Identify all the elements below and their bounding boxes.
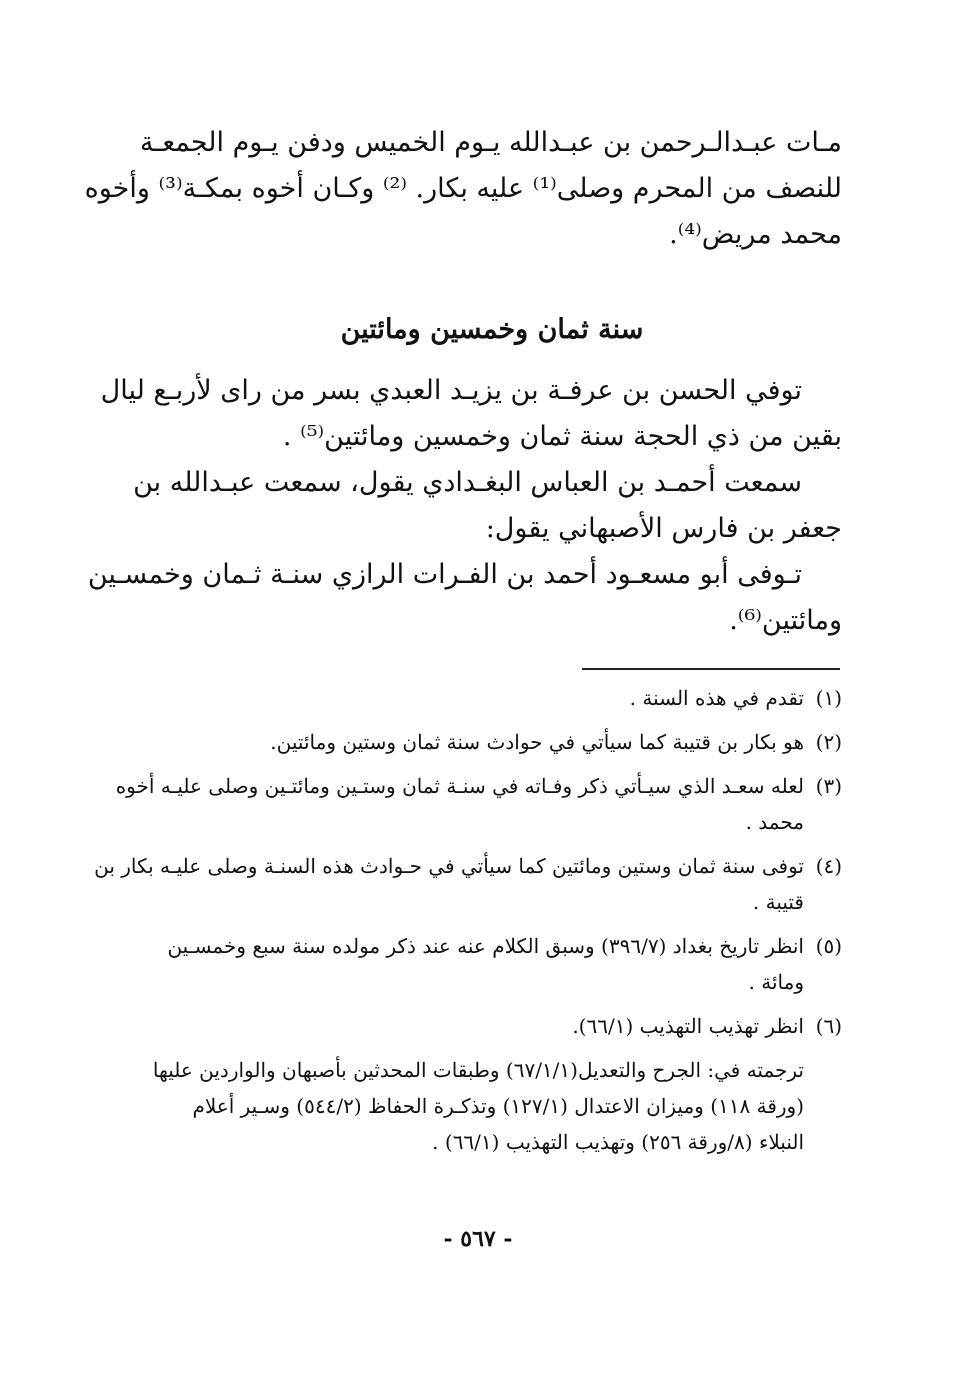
footnote-line: هو بكار بن قتيبة كما سيأتي في حوادث سنة ثمان وستين ومائتين. <box>270 730 804 754</box>
footnotes <box>94 680 842 1160</box>
footnote-line: (ورقة ١١٨) وميزان الاعتدال (١٢٧/١) وتذكـرة الحفاظ (٥٤٤/٢) وسـير أعلام <box>192 1094 804 1118</box>
paragraph-line: ومائتين⁽⁶⁾. <box>729 605 842 636</box>
footnote <box>142 1008 842 1044</box>
footnote-line: انظر تهذيب التهذيب (٦٦/١). <box>572 1014 804 1038</box>
footnote-line: لعله سعـد الذي سيـأتي ذكر وفـاته في سنـة ثمان وستـين ومائتـين وصلى عليـه أخوه <box>115 774 804 798</box>
footnote-number: (١) <box>815 686 842 710</box>
paragraph <box>133 460 842 552</box>
footnote-line: قتيبة . <box>752 890 804 914</box>
footnote-number: (٣) <box>815 774 842 798</box>
intro-line: للنصف من المحرم وصلى⁽¹⁾ عليه بكار. ⁽²⁾ وكـان أخوه بمكـة⁽³⁾ وأخوه <box>84 173 842 204</box>
footnote-body <box>142 928 804 1000</box>
footnote-line: محمد . <box>745 810 804 834</box>
footnote <box>142 928 842 1000</box>
footnote-separator <box>582 668 840 670</box>
footnote-body <box>142 1008 804 1044</box>
page-number: - ٥٦٧ - <box>443 1226 513 1252</box>
paragraph-line: تـوفى أبو مسعـود أحمد بن الفـرات الرازي سنـة ثـمان وخمسـين <box>87 559 802 590</box>
footnote-body <box>94 848 804 920</box>
paragraph-line: جعفر بن فارس الأصبهاني يقول: <box>485 513 842 544</box>
footnote-body <box>116 768 804 840</box>
intro-paragraph <box>84 120 842 258</box>
footnote-line: ومائة . <box>748 970 804 994</box>
footnote-continuation <box>142 1052 804 1160</box>
footnote <box>115 768 842 840</box>
footnote-line: توفى سنة ثمان وستين ومائتين كما سيأتي في حـوادث هذه السنـة وصلى عليـه بكار بن <box>94 854 804 878</box>
footnote <box>94 848 842 920</box>
footnote-number: (٦) <box>815 1014 842 1038</box>
paragraph <box>87 552 842 644</box>
main-paragraphs <box>87 368 842 644</box>
paragraph <box>100 368 842 460</box>
footnote-number: (٢) <box>815 730 842 754</box>
footnote <box>142 724 842 760</box>
section-heading: سنة ثمان وخمسين ومائتين <box>340 314 644 345</box>
paragraph-line: توفي الحسن بن عرفـة بن يزيـد العبدي بسر من راى لأربـع ليال <box>100 375 802 406</box>
footnote-line: انظر تاريخ بغداد (٣٩٦/٧) وسبق الكلام عنه عند ذكر مولده سنة سبع وخمسـين <box>167 934 804 958</box>
footnote-line: ترجمته في: الجرح والتعديل(٦٧/١/١) وطبقات المحدثين بأصبهان والواردين عليها <box>152 1058 804 1082</box>
intro-line: محمد مريض⁽⁴⁾. <box>669 219 842 250</box>
footnote-line: تقدم في هذه السنة . <box>629 686 804 710</box>
paragraph-line: سمعت أحمـد بن العباس البغـدادي يقول، سمعت عبـدالله بن <box>133 467 802 498</box>
footnote-body <box>142 680 804 716</box>
footnote-number: (٥) <box>815 934 842 958</box>
footnote <box>142 680 842 716</box>
intro-line: مـات عبـدالـرحمن بن عبـدالله يـوم الخميس ودفن يـوم الجمعـة <box>139 127 842 158</box>
footnote-body <box>142 724 804 760</box>
footnote-line: النبلاء (٨/ورقة ٢٥٦) وتهذيب التهذيب (٦٦/١) . <box>432 1130 804 1154</box>
paragraph-line: بقين من ذي الحجة سنة ثمان وخمسين ومائتين⁽⁵⁾ . <box>282 421 842 452</box>
footnote-number: (٤) <box>815 854 842 878</box>
